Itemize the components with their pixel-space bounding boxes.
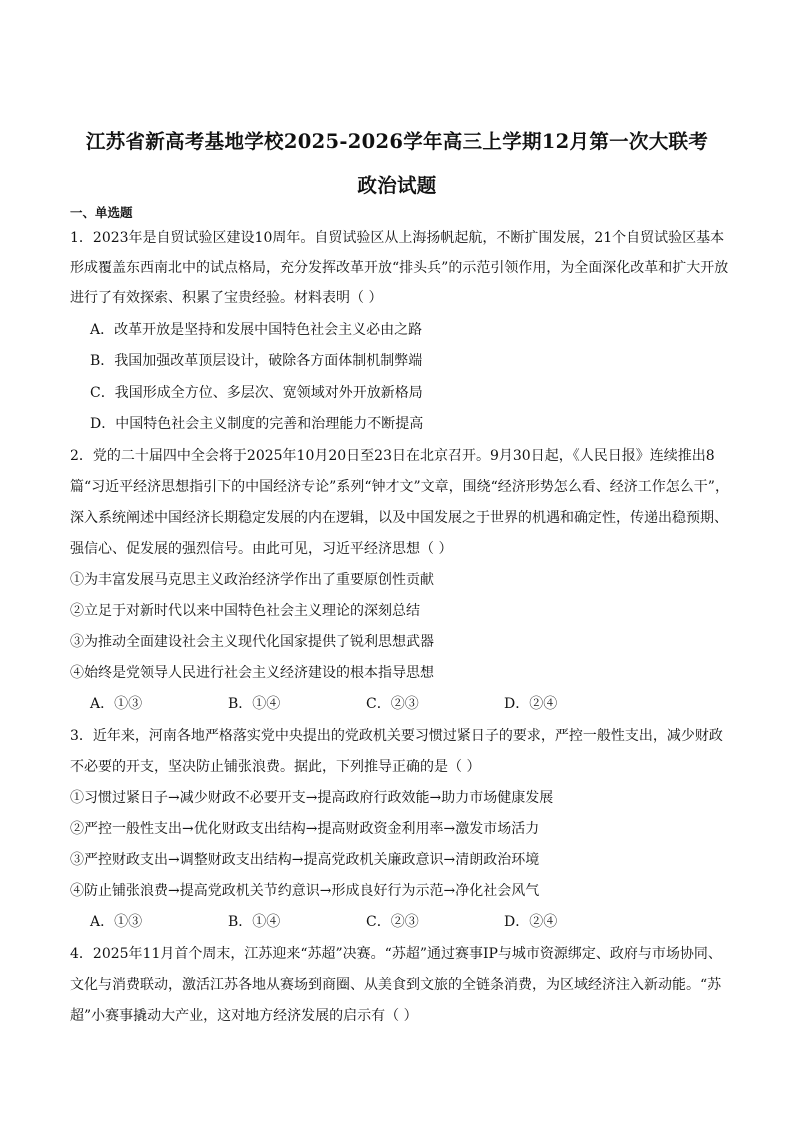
q1-option-b: B．我国加强改革顶层设计，破除各方面体制机制弊端: [90, 353, 423, 369]
q2-stem-line: 强信心、促发展的强烈信号。由此可见，习近平经济思想（ ）: [70, 541, 453, 557]
q2-choice-d: D．②④: [504, 696, 558, 712]
exam-title: 江苏省新高考基地学校2025-2026学年高三上学期12月第一次大联考: [85, 130, 709, 153]
q3-choice-d: D．②④: [504, 914, 558, 930]
q3-choice-c: C．②③: [366, 914, 419, 930]
q2-choice-a: A．①③: [90, 696, 143, 712]
q3-item: ④防止铺张浪费→提高党政机关节约意识→形成良好行为示范→净化社会风气: [70, 883, 540, 899]
section-heading: 一、单选题: [70, 205, 133, 220]
q1-option-c: C．我国形成全方位、多层次、宽领域对外开放新格局: [90, 385, 423, 401]
q3-stem-line: 不必要的开支，坚决防止铺张浪费。据此，下列推导正确的是（ ）: [70, 759, 481, 775]
q2-choice-b: B．①④: [228, 696, 281, 712]
q4-stem-line: 文化与消费联动，激活江苏各地从赛场到商圈、从美食到文旅的全链条消费，为区域经济注入新动能。“苏: [70, 977, 722, 993]
q2-stem-line: 篇“习近平经济思想指引下的中国经济专论”系列“钟才文”文章，围绕“经济形势怎么看、经济工作怎么干”，: [70, 479, 729, 495]
q4-stem-line: 超”小赛事撬动大产业，这对地方经济发展的启示有（ ）: [70, 1008, 418, 1024]
q2-stem-line: 深入系统阐述中国经济长期稳定发展的内在逻辑，以及中国发展之于世界的机遇和确定性，传递出稳预期、: [70, 510, 728, 526]
q2-choice-c: C．②③: [366, 696, 419, 712]
q2-item: ③为推动全面建设社会主义现代化国家提供了锐利思想武器: [70, 634, 434, 650]
q1-stem-line: 1．2023年是自贸试验区建设10周年。自贸试验区从上海扬帆起航，不断扩围发展，21个自贸试验区基本: [70, 230, 725, 246]
q3-item: ①习惯过紧日子→减少财政不必要开支→提高政府行政效能→助力市场健康发展: [70, 790, 554, 806]
q2-stem-line: 2．党的二十届四中全会将于2025年10月20日至23日在北京召开。9月30日起，《人民日报》连续推出8: [70, 448, 715, 464]
q1-option-d: D．中国特色社会主义制度的完善和治理能力不断提高: [90, 416, 424, 432]
exam-subtitle: 政治试题: [357, 174, 437, 197]
q3-choice-a: A．①③: [90, 914, 143, 930]
q3-stem-line: 3．近年来，河南各地严格落实党中央提出的党政机关要习惯过紧日子的要求，严控一般性支出，减少财政: [70, 728, 723, 744]
q2-choices: [90, 694, 557, 714]
q1-option-a: A．改革开放是坚持和发展中国特色社会主义必由之路: [90, 322, 423, 338]
q3-choice-b: B．①④: [228, 914, 281, 930]
q4-stem-line: 4．2025年11月首个周末，江苏迎来“苏超”决赛。“苏超”通过赛事IP与城市资源绑定、政府与市场协同、: [70, 946, 722, 962]
q1-stem-line: 形成覆盖东西南北中的试点格局，充分发挥改革开放“排头兵”的示范引领作用，为全面深化改革和扩大开放: [70, 260, 729, 276]
q2-item: ①为丰富发展马克思主义政治经济学作出了重要原创性贡献: [70, 572, 434, 588]
q3-choices: [90, 912, 557, 932]
q2-item: ④始终是党领导人民进行社会主义经济建设的根本指导思想: [70, 665, 434, 681]
q2-item: ②立足于对新时代以来中国特色社会主义理论的深刻总结: [70, 603, 420, 619]
q3-item: ③严控财政支出→调整财政支出结构→提高党政机关廉政意识→清朗政治环境: [70, 852, 540, 868]
q1-stem-line: 进行了有效探索、积累了宝贵经验。材料表明（ ）: [70, 290, 383, 306]
q3-item: ②严控一般性支出→优化财政支出结构→提高财政资金利用率→激发市场活力: [70, 821, 540, 837]
